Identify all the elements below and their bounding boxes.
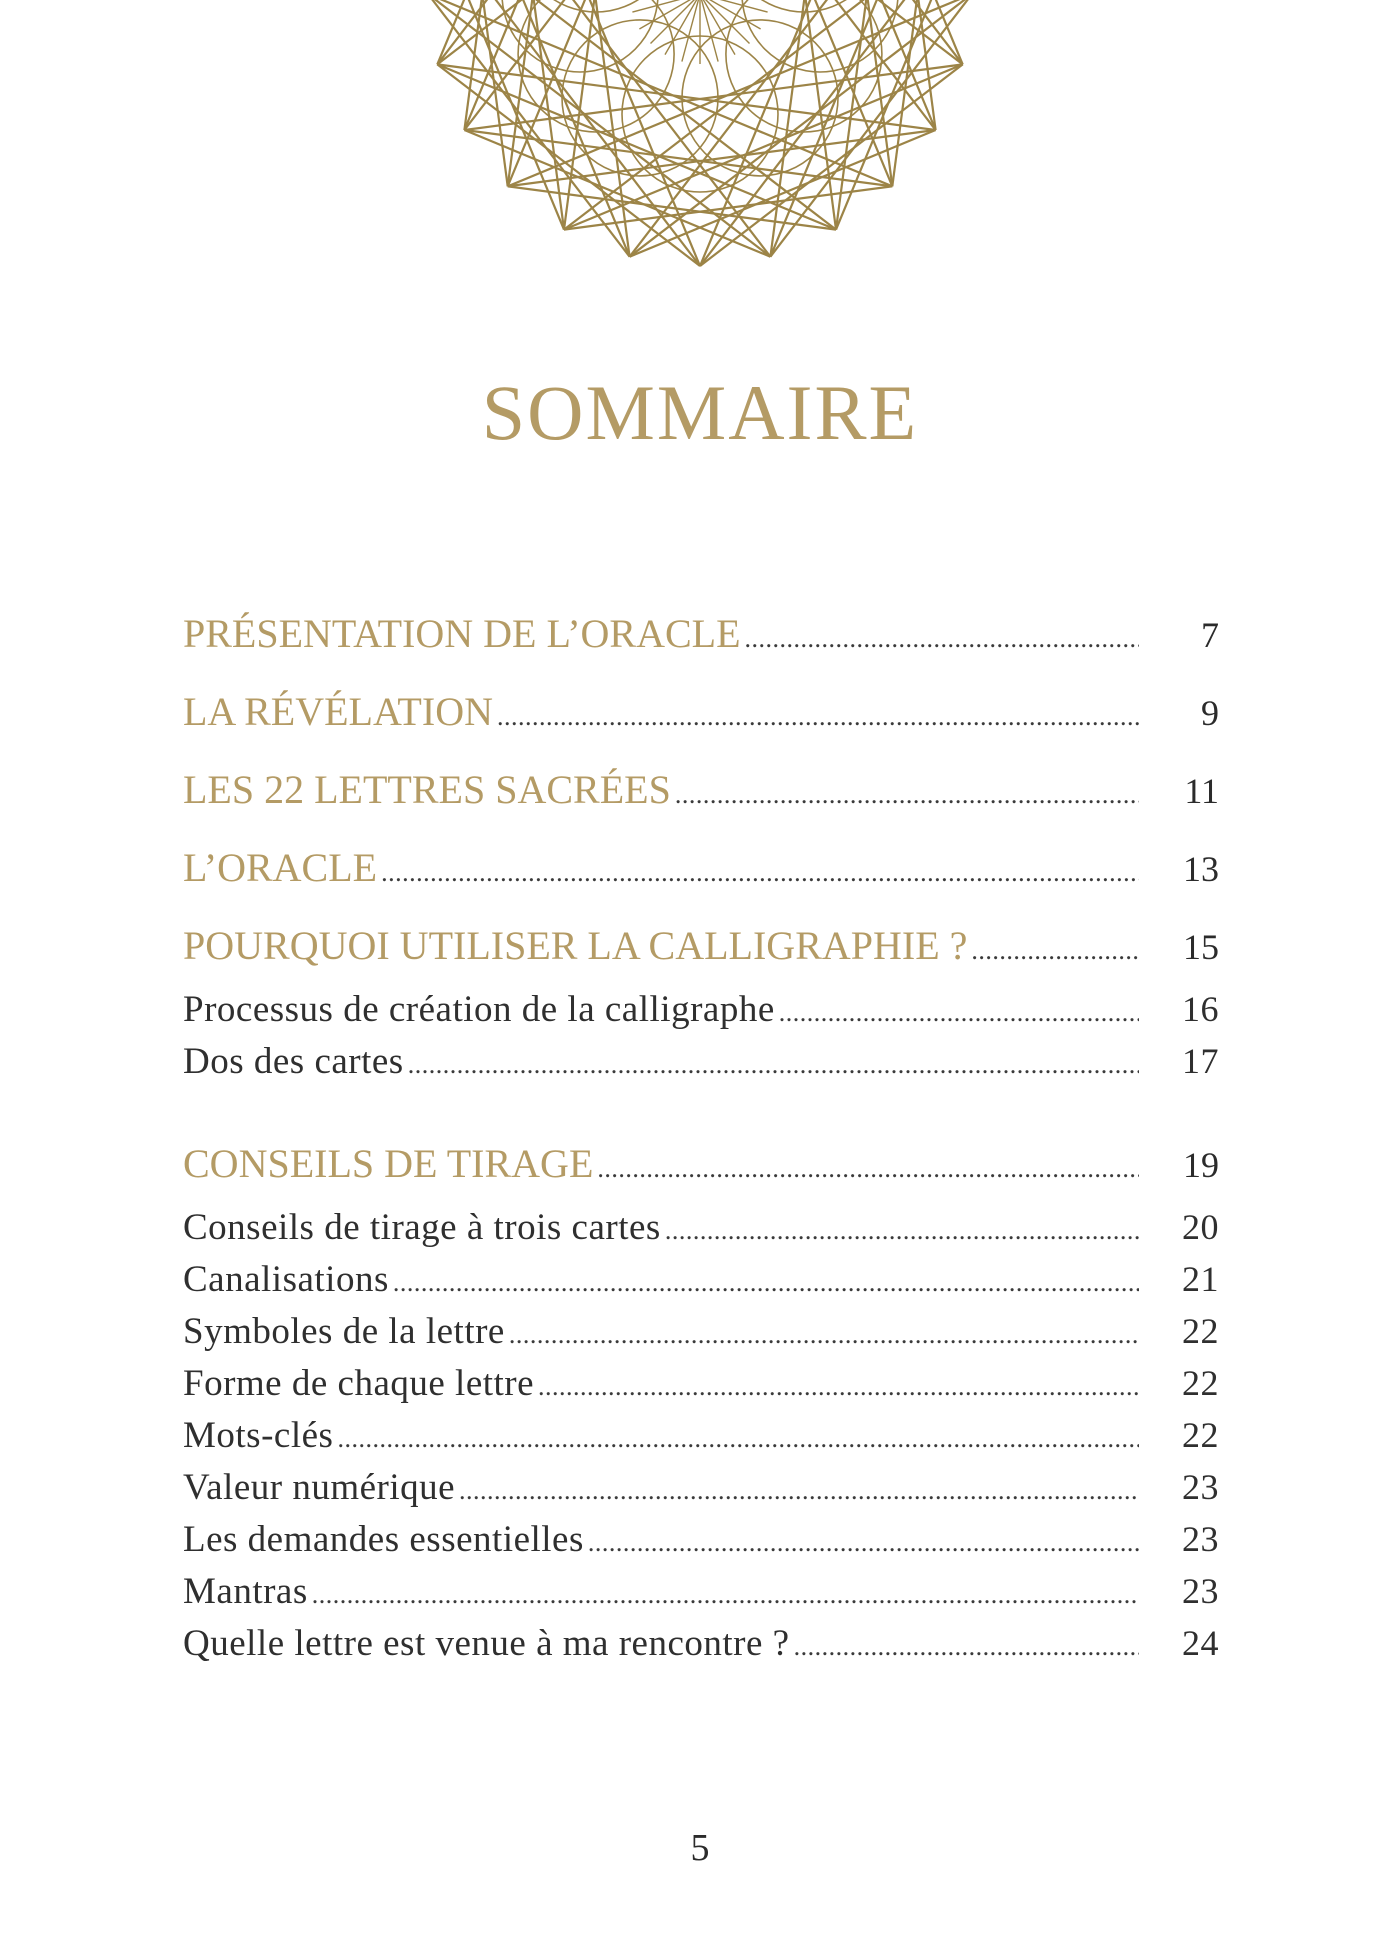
dot-leader bbox=[971, 936, 1139, 967]
toc-entry-page: 23 bbox=[1182, 1467, 1219, 1507]
toc-entry-page: 17 bbox=[1182, 1041, 1219, 1081]
toc-entry-label: LES 22 LETTRES SACRÉES bbox=[183, 767, 671, 812]
dot-leader bbox=[408, 1050, 1139, 1081]
toc-entry-presentation[interactable] bbox=[183, 610, 1219, 657]
toc-entry-page: 7 bbox=[1201, 615, 1219, 655]
toc-entry-demandes[interactable] bbox=[183, 1518, 1219, 1561]
toc-entry-symboles[interactable] bbox=[183, 1310, 1219, 1353]
toc-entry-page: 22 bbox=[1182, 1363, 1219, 1403]
toc-entry-page: 22 bbox=[1182, 1415, 1219, 1455]
toc-entry-label: Dos des cartes bbox=[183, 1041, 404, 1082]
toc-entry-valeur[interactable] bbox=[183, 1466, 1219, 1509]
toc-entry-dos-cartes[interactable] bbox=[183, 1040, 1219, 1083]
toc-entry-revelation[interactable] bbox=[183, 688, 1219, 735]
dot-leader bbox=[597, 1154, 1139, 1185]
toc-entry-label: Valeur numérique bbox=[183, 1467, 456, 1508]
toc-entry-forme[interactable] bbox=[183, 1362, 1219, 1405]
toc-entry-page: 19 bbox=[1183, 1145, 1219, 1185]
dot-leader bbox=[675, 780, 1139, 811]
toc-entry-page: 16 bbox=[1182, 989, 1219, 1029]
toc-entry-label: POURQUOI UTILISER LA CALLIGRAPHIE ? bbox=[183, 923, 968, 968]
toc-entry-page: 22 bbox=[1182, 1311, 1219, 1351]
toc-entry-label: Symboles de la lettre bbox=[183, 1311, 505, 1352]
dot-leader bbox=[337, 1424, 1139, 1455]
toc-entry-label: L’ORACLE bbox=[183, 845, 378, 890]
toc-entry-mots-cles[interactable] bbox=[183, 1414, 1219, 1457]
page-number: 5 bbox=[690, 1827, 710, 1869]
dot-leader bbox=[794, 1632, 1139, 1663]
dot-leader bbox=[665, 1216, 1139, 1247]
toc-entry-page: 21 bbox=[1182, 1259, 1219, 1299]
dot-leader bbox=[509, 1320, 1139, 1351]
toc-entry-label: Mots-clés bbox=[183, 1415, 334, 1456]
toc-entry-label: Conseils de tirage à trois cartes bbox=[183, 1207, 661, 1248]
toc-entry-page: 11 bbox=[1184, 771, 1219, 811]
toc-entry-label: PRÉSENTATION DE L’ORACLE bbox=[183, 611, 741, 656]
toc-entry-label: Forme de chaque lettre bbox=[183, 1363, 535, 1404]
toc-entry-page: 23 bbox=[1182, 1519, 1219, 1559]
toc-entry-label: LA RÉVÉLATION bbox=[183, 689, 493, 734]
toc-entry-processus[interactable] bbox=[183, 988, 1219, 1031]
toc-entry-page: 15 bbox=[1183, 927, 1219, 967]
toc-entry-page: 20 bbox=[1182, 1207, 1219, 1247]
toc-entry-label: Processus de création de la calligraphe bbox=[183, 989, 775, 1030]
toc-entry-conseils-tirage[interactable] bbox=[183, 1140, 1219, 1187]
toc-entry-mantras[interactable] bbox=[183, 1570, 1219, 1613]
toc-entry-label: Mantras bbox=[183, 1571, 308, 1612]
toc-entry-label: Les demandes essentielles bbox=[183, 1519, 584, 1560]
dot-leader bbox=[393, 1268, 1139, 1299]
toc-entry-canalisations[interactable] bbox=[183, 1258, 1219, 1301]
toc-entry-label: Quelle lettre est venue à ma rencontre ? bbox=[183, 1623, 790, 1664]
toc-entry-calligraphie[interactable] bbox=[183, 922, 1219, 969]
toc-entry-oracle[interactable] bbox=[183, 844, 1219, 891]
toc-entry-page: 9 bbox=[1201, 693, 1219, 733]
dot-leader bbox=[381, 858, 1139, 889]
toc-entry-page: 23 bbox=[1182, 1571, 1219, 1611]
toc-entry-trois-cartes[interactable] bbox=[183, 1206, 1219, 1249]
dot-leader bbox=[459, 1476, 1139, 1507]
toc-entry-label: Canalisations bbox=[183, 1259, 389, 1300]
toc-entry-page: 13 bbox=[1183, 849, 1219, 889]
toc-entry-quelle-lettre[interactable] bbox=[183, 1622, 1219, 1665]
dot-leader bbox=[497, 702, 1139, 733]
toc-entry-lettres-sacrees[interactable] bbox=[183, 766, 1219, 813]
toc-entry-page: 24 bbox=[1182, 1623, 1219, 1663]
rosette-ornament-icon bbox=[424, 0, 976, 276]
dot-leader bbox=[588, 1528, 1139, 1559]
dot-leader bbox=[745, 624, 1139, 655]
dot-leader bbox=[538, 1372, 1139, 1403]
dot-leader bbox=[779, 998, 1139, 1029]
page-title: SOMMAIRE bbox=[481, 369, 919, 456]
toc-entry-label: CONSEILS DE TIRAGE bbox=[183, 1141, 594, 1186]
dot-leader bbox=[312, 1580, 1139, 1611]
